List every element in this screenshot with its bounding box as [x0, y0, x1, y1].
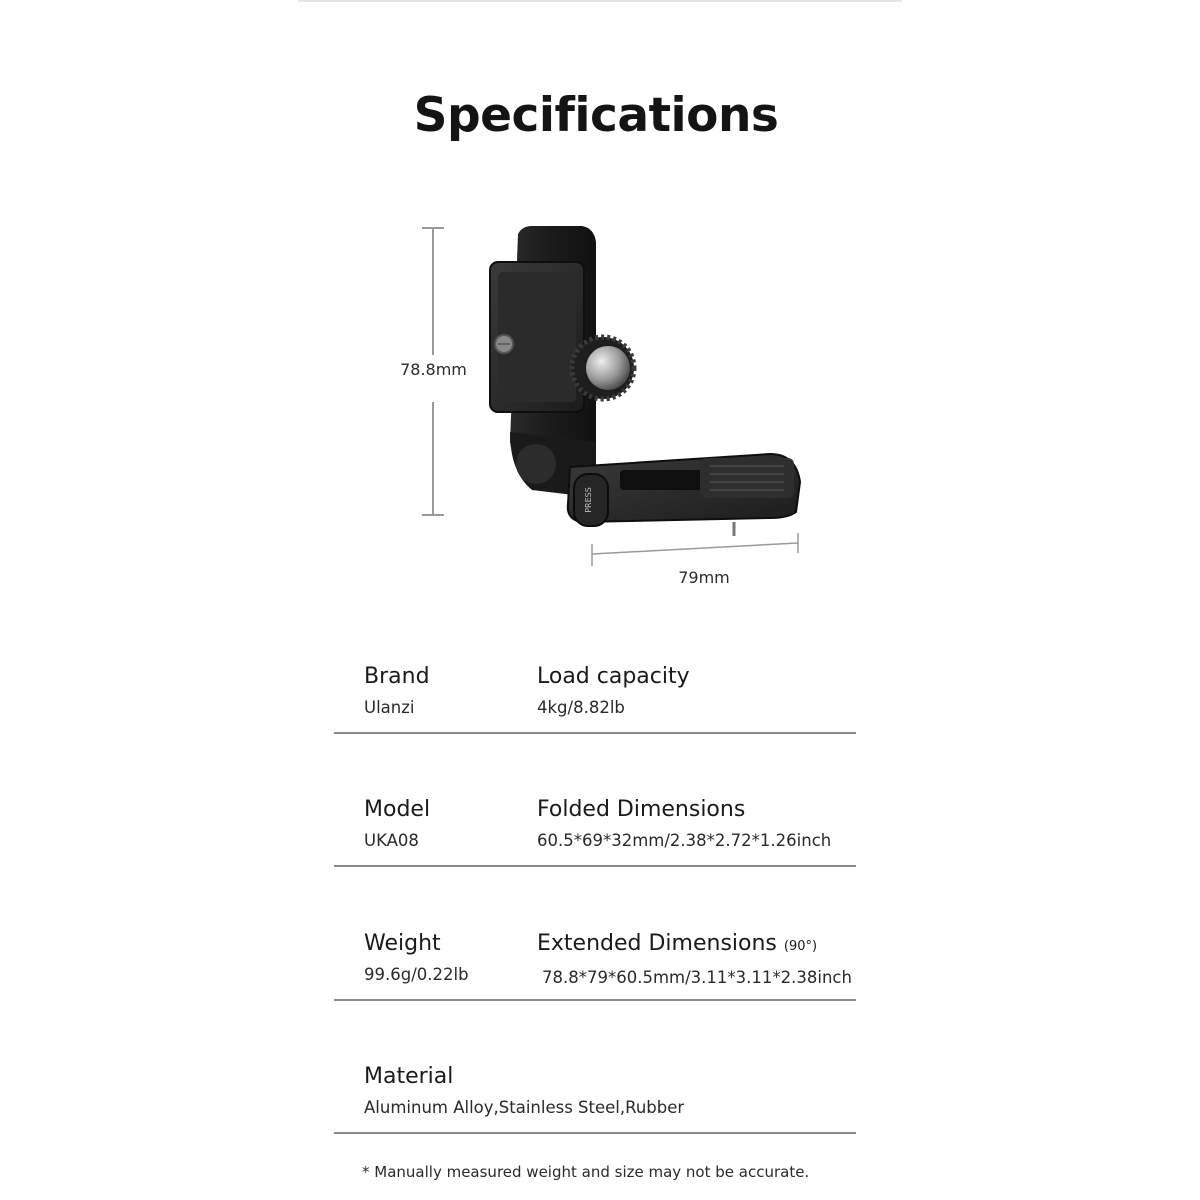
spec-row-model-folded: [334, 797, 856, 867]
page-title: Specifications: [413, 88, 779, 143]
spec-label-text: Extended Dimensions: [537, 931, 777, 956]
spec-value: UKA08: [364, 831, 419, 850]
spec-value: 60.5*69*32mm/2.38*2.72*1.26inch: [537, 831, 832, 850]
spec-value: Aluminum Alloy,Stainless Steel,Rubber: [364, 1098, 685, 1117]
row-divider: [334, 732, 856, 734]
spec-label: Material: [364, 1064, 454, 1089]
spec-folded-dimensions: [537, 797, 831, 851]
spec-label: Model: [364, 797, 431, 822]
press-label: PRESS: [584, 487, 593, 513]
spec-value: 78.8*79*60.5mm/3.11*3.11*2.38inch: [542, 968, 852, 987]
spec-value: 99.6g/0.22lb: [364, 965, 469, 984]
spec-label: Weight: [364, 931, 441, 956]
l-bracket-product-image: [470, 222, 810, 542]
spec-weight: [364, 931, 469, 985]
spec-value: Ulanzi: [364, 698, 415, 717]
spec-material: [364, 1064, 684, 1118]
spec-row-weight-extended: [334, 931, 856, 1001]
spec-extended-dimensions: [537, 931, 852, 988]
spec-row-brand-load: [334, 664, 856, 734]
width-dimension-label: 79mm: [678, 568, 730, 587]
spec-load-capacity: [537, 664, 690, 718]
spec-label-suffix: (90°): [783, 939, 818, 954]
spec-value: 4kg/8.82lb: [537, 698, 625, 717]
spec-label: Load capacity: [537, 664, 690, 689]
row-divider: [334, 999, 856, 1001]
height-dimension-label: 78.8mm: [386, 360, 481, 379]
spec-row-material: [334, 1064, 856, 1134]
spec-label: [537, 931, 852, 960]
spec-model: [364, 797, 430, 851]
spec-label: Folded Dimensions: [537, 797, 746, 822]
row-divider: [334, 865, 856, 867]
row-divider: [334, 1132, 856, 1134]
spec-brand: [364, 664, 430, 718]
top-divider: [298, 0, 902, 2]
spec-label: Brand: [364, 664, 430, 689]
footnote: * Manually measured weight and size may not be accurate.: [362, 1163, 810, 1181]
